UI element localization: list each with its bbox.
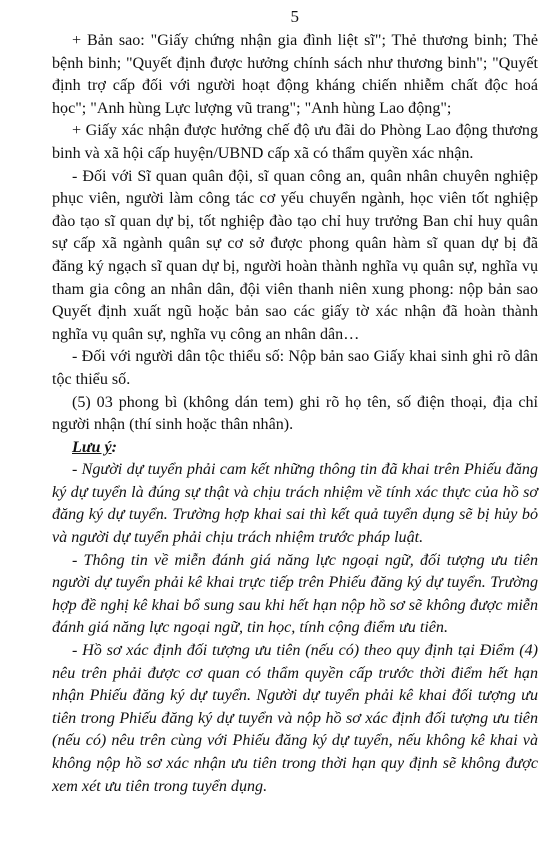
note-paragraph-priority-records: - Hồ sơ xác định đối tượng ưu tiên (nếu có) theo quy định tại Điểm (4) nêu trên phải được cơ quan có thẩm quyền cấp trước thời điểm hết hạn nhận Phiếu đăng ký dự tuyển. Người dự tuyển phải kê khai đối tượng ưu tiên trong Phiếu đăng ký dự tuyển và nộp hồ sơ xác định đối tượng ưu tiên (nếu có) nêu trên cùng với Phiếu đăng ký dự tuyển, nếu không kê khai và không nộp hồ sơ xác nhận ưu tiên trong thời hạn quy định sẽ không được xem xét ưu tiên trong tuyển dụng. bbox=[52, 642, 538, 795]
note-heading-text: Lưu ý bbox=[72, 438, 112, 456]
paragraph-ethnic-minority: - Đối với người dân tộc thiểu số: Nộp bản sao Giấy khai sinh ghi rõ dân tộc thiểu số. bbox=[52, 348, 538, 388]
note-heading-colon: : bbox=[111, 438, 117, 456]
paragraph-envelopes: (5) 03 phong bì (không dán tem) ghi rõ họ tên, số điện thoại, địa chỉ người nhận (thí sinh hoặc thân nhân). bbox=[52, 393, 538, 434]
paragraph-military-officers: - Đối với Sĩ quan quân đội, sĩ quan công an, quân nhân chuyên nghiệp phục viên, người làm công tác cơ yếu chuyển ngành, học viên tốt nghiệp đào tạo sĩ quan dự bị, tốt nghiệp đào tạo chỉ huy trưởng Ban chỉ huy quân sự cấp xã ngành quân sự cơ sở được phong quân hàm sĩ quan dự bị đã đăng ký ngạch sĩ quan dự bị, người hoàn thành nghĩa vụ quân sự, nghĩa vụ tham gia công an nhân dân, đội viên thanh niên xung phong: nộp bản sao Quyết định xuất ngũ hoặc bản sao các giấy tờ xác nhận đã hoàn thành nghĩa vụ quân sự, nghĩa vụ công an nhân dân… bbox=[52, 167, 538, 343]
paragraph-preferential-confirmation: + Giấy xác nhận được hưởng chế độ ưu đãi do Phòng Lao động thương binh và xã hội cấp huyện/UBND cấp xã có thẩm quyền xác nhận. bbox=[52, 122, 538, 162]
note-heading bbox=[52, 437, 538, 460]
note-paragraph-exemption: - Thông tin về miễn đánh giá năng lực ngoại ngữ, đối tượng ưu tiên người dự tuyển phải kê khai trực tiếp trên Phiếu đăng ký dự tuyển. Trường hợp đề nghị kê khai bổ sung sau khi hết hạn nộp hồ sơ sẽ không được miễn đánh giá năng lực ngoại ngữ, tin học, tính cộng điểm ưu tiên. bbox=[52, 551, 538, 637]
note-paragraph-commitment: - Người dự tuyển phải cam kết những thông tin đã khai trên Phiếu đăng ký dự tuyển là đúng sự thật và chịu trách nhiệm về tính xác thực của hồ sơ đăng ký dự tuyển. Trường hợp khai sai thì kết quả tuyển dụng sẽ bị hủy bỏ và người dự tuyển phải chịu trách nhiệm trước pháp luật. bbox=[52, 461, 538, 547]
document-page bbox=[52, 0, 538, 798]
page-number: 5 bbox=[290, 7, 300, 26]
paragraph-copies-list: + Bản sao: "Giấy chứng nhận gia đình liệt sĩ"; Thẻ thương binh; Thẻ bệnh binh; "Quyết định được hưởng chính sách như thương binh"; "Quyết định trợ cấp đối với người hoạt động kháng chiến nhiễm chất độc hoá học"; "Anh hùng Lực lượng vũ trang"; "Anh hùng Lao động"; bbox=[52, 32, 538, 117]
